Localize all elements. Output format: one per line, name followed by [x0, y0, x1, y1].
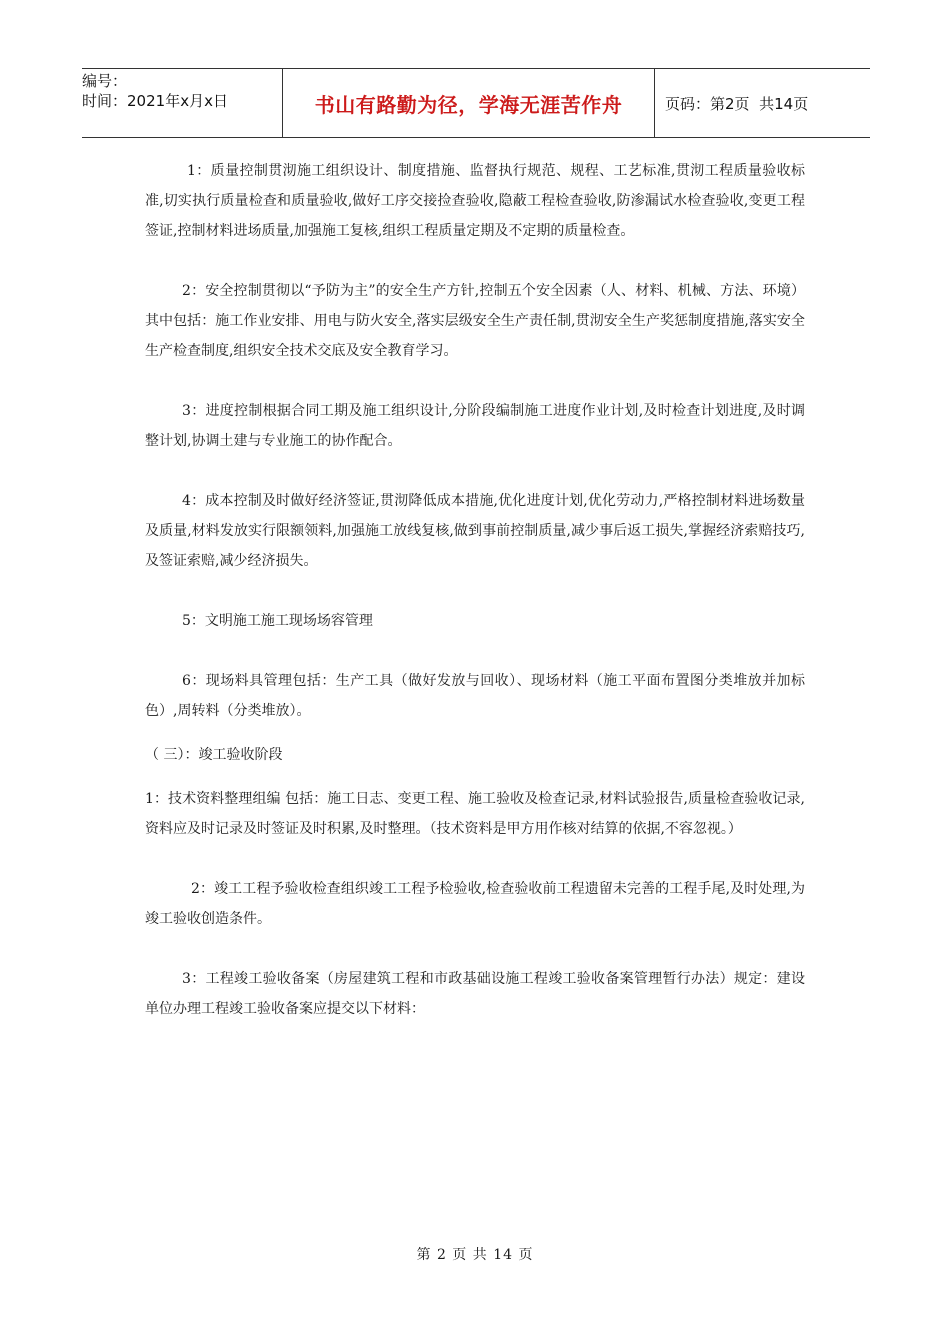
paragraph-9: 3：工程竣工验收备案（房屋建筑工程和市政基础设施工程竣工验收备案管理暂行办法）规定：建设单位办理工程竣工验收备案应提交以下材料：	[145, 971, 805, 1017]
page-label: 页码：	[665, 94, 711, 113]
paragraph-1: 1：质量控制贯沏施工组织设计、制度措施、监督执行规范、规程、工艺标准,贯沏工程质量验收标准,切实执行质量检查和质量验收,做好工序交接捡查验收,隐蔽工程检查验收,防渗漏试水检查验收,变更工程签证,控制材料进场质量,加强施工复核,组织工程质量定期及不定期的质量检查。	[145, 163, 805, 239]
paragraph-8: 2：竣工工程予验收检查组织竣工工程予检验收,检查验收前工程遗留未完善的工程手尾,及时处理,为竣工验收创造条件。	[145, 881, 805, 927]
paragraph-5: 5：文明施工施工现场场容管理	[182, 613, 373, 629]
paragraph-2: 2：安全控制贯彻以“予防为主”的安全生产方针,控制五个安全因素（人、材料、机械、方法、环境）其中包括：施工作业安排、用电与防火安全,落实层级安全生产责任制,贯沏安全生产奖惩制度措施,落实安全生产检查制度,组织安全技术交底及安全教育学习。	[145, 283, 805, 359]
document-body	[145, 156, 805, 1024]
page-header	[82, 68, 870, 138]
page-current: 第2页	[710, 94, 750, 113]
paragraph-4: 4：成本控制及时做好经济签证,贯沏降低成本措施,优化进度计划,优化劳动力,严格控制材料进场数量及质量,材料发放实行限额领料,加强施工放线复核,做到事前控制质量,减少事后返工损失,掌握经济索赔技巧,及签证索赔,减少经济损失。	[145, 493, 805, 569]
time-label: 时间：	[82, 92, 128, 110]
time-row	[82, 91, 282, 111]
paragraph-7: 1：技术资料整理组编 包括：施工日志、变更工程、施工验收及检查记录,材料试验报告,质量检查验收记录,资料应及时记录及时签证及时积累,及时整理。（技术资料是甲方用作核对结算的依据,不容忽视。）	[145, 791, 805, 837]
paragraph-6: 6：现场料具管理包括：生产工具（做好发放与回收）、现场材料（施工平面布置图分类堆放并加标色）,周转料（分类堆放）。	[145, 673, 805, 719]
header-motto: 书山有路勤为径，学海无涯苦作舟	[282, 69, 655, 137]
code-label: 编号：	[82, 72, 128, 90]
paragraph-3: 3：进度控制根据合同工期及施工组织设计,分阶段编制施工进度作业计划,及时检查计划进度,及时调整计划,协调土建与专业施工的协作配合。	[145, 403, 805, 449]
header-meta	[82, 69, 282, 137]
header-page-info	[655, 69, 870, 137]
date-value: 2021年x月x日	[127, 92, 228, 110]
page-footer: 第 2 页 共 14 页	[416, 1247, 534, 1263]
page-total: 共14页	[759, 94, 809, 113]
section-heading: （ 三）：竣工验收阶段	[145, 747, 283, 763]
